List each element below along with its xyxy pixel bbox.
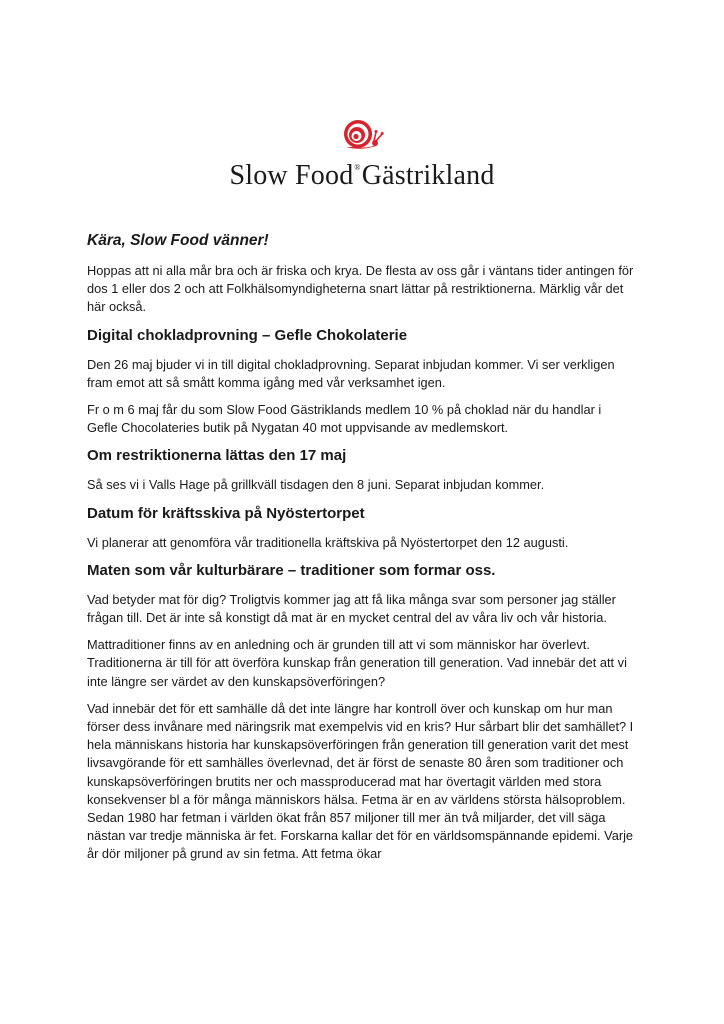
section-heading-restrictions: Om restriktionerna lättas den 17 maj: [87, 447, 347, 465]
letter-body: [87, 232, 635, 873]
paragraph: Vad betyder mat för dig? Troligtvis kommer jag att få lika många svar som personer jag ställer frågan till. Det är inte så konstigt då mat är en mycket central del av våra liv och vår historia.: [87, 591, 616, 626]
section-heading-crayfish-party: Datum för kräftsskiva på Nyöstertorpet: [87, 504, 365, 522]
brand-main: Slow Food: [229, 160, 354, 191]
intro-paragraph: Hoppas att ni alla mår bra och är friska och krya. De flesta av oss går i väntans tider antingen för dos 1 eller dos 2 och att Folkhälsomyndigheterna snart lättar på restriktionerna. Märklig vår det här också.: [87, 263, 634, 315]
greeting: Kära, Slow Food vänner!: [87, 232, 269, 249]
snail-icon: [340, 116, 384, 156]
logo: [0, 116, 724, 156]
registered-mark: ®: [354, 163, 361, 172]
paragraph: Fr o m 6 maj får du som Slow Food Gästriklands medlem 10 % på choklad när du handlar i Gefle Chocolateries butik på Nygatan 40 mot uppvisande av medlemskort.: [87, 402, 602, 436]
paragraph: Vad innebär det för ett samhälle då det inte längre har kontroll över och kunskap om hur man förser dess invånare med näringsrik mat exempelvis vid en kris? Hur sårbart blir det samhället? I hela människans historia har kunskapsöverföringen från generation till generation varit det mest livsavgörande för ett samhälles överlevnad, det är först de senaste 80 åren som traditioner och kunskapsöverföringen brutits ner och massproducerad mat har övertagit världen med stora konsekvenser bl a för många människors hälsa. Fetma är en av världens största hälsoproblem. Sedan 1980 har fetman i världen ökat från 857 miljoner till mer än två miljarder, det vill säga nästan var tredje människa är fet. Forskarna kallar det för en världsomspännande epidemi. Varje år dör miljoner på grund av sin fetma. Att fetma ökar: [87, 700, 634, 862]
brand-name: [0, 160, 724, 192]
paragraph: Vi planerar att genomföra vår traditionella kräftskiva på Nyöstertorpet den 12 augusti.: [87, 534, 569, 550]
section-heading-food-traditions: Maten som vår kulturbärare – traditioner som formar oss.: [87, 561, 496, 579]
section-heading-chocolate-tasting: Digital chokladprovning – Gefle Chokolaterie: [87, 326, 408, 344]
brand-region: Gästrikland: [361, 160, 495, 191]
paragraph: Den 26 maj bjuder vi in till digital chokladprovning. Separat inbjudan kommer. Vi ser verkligen fram emot att så smått komma igång med vår verksamhet igen.: [87, 356, 615, 390]
paragraph: Så ses vi i Valls Hage på grillkväll tisdagen den 8 juni. Separat inbjudan kommer.: [87, 477, 545, 493]
paragraph: Mattraditioner finns av en anledning och är grunden till att vi som människor har överlevt. Traditionerna är till för att överföra kunskap från generation till generation. Vad innebär det att vi inte längre ser värdet av den kunskapsöverföringen?: [87, 637, 627, 689]
